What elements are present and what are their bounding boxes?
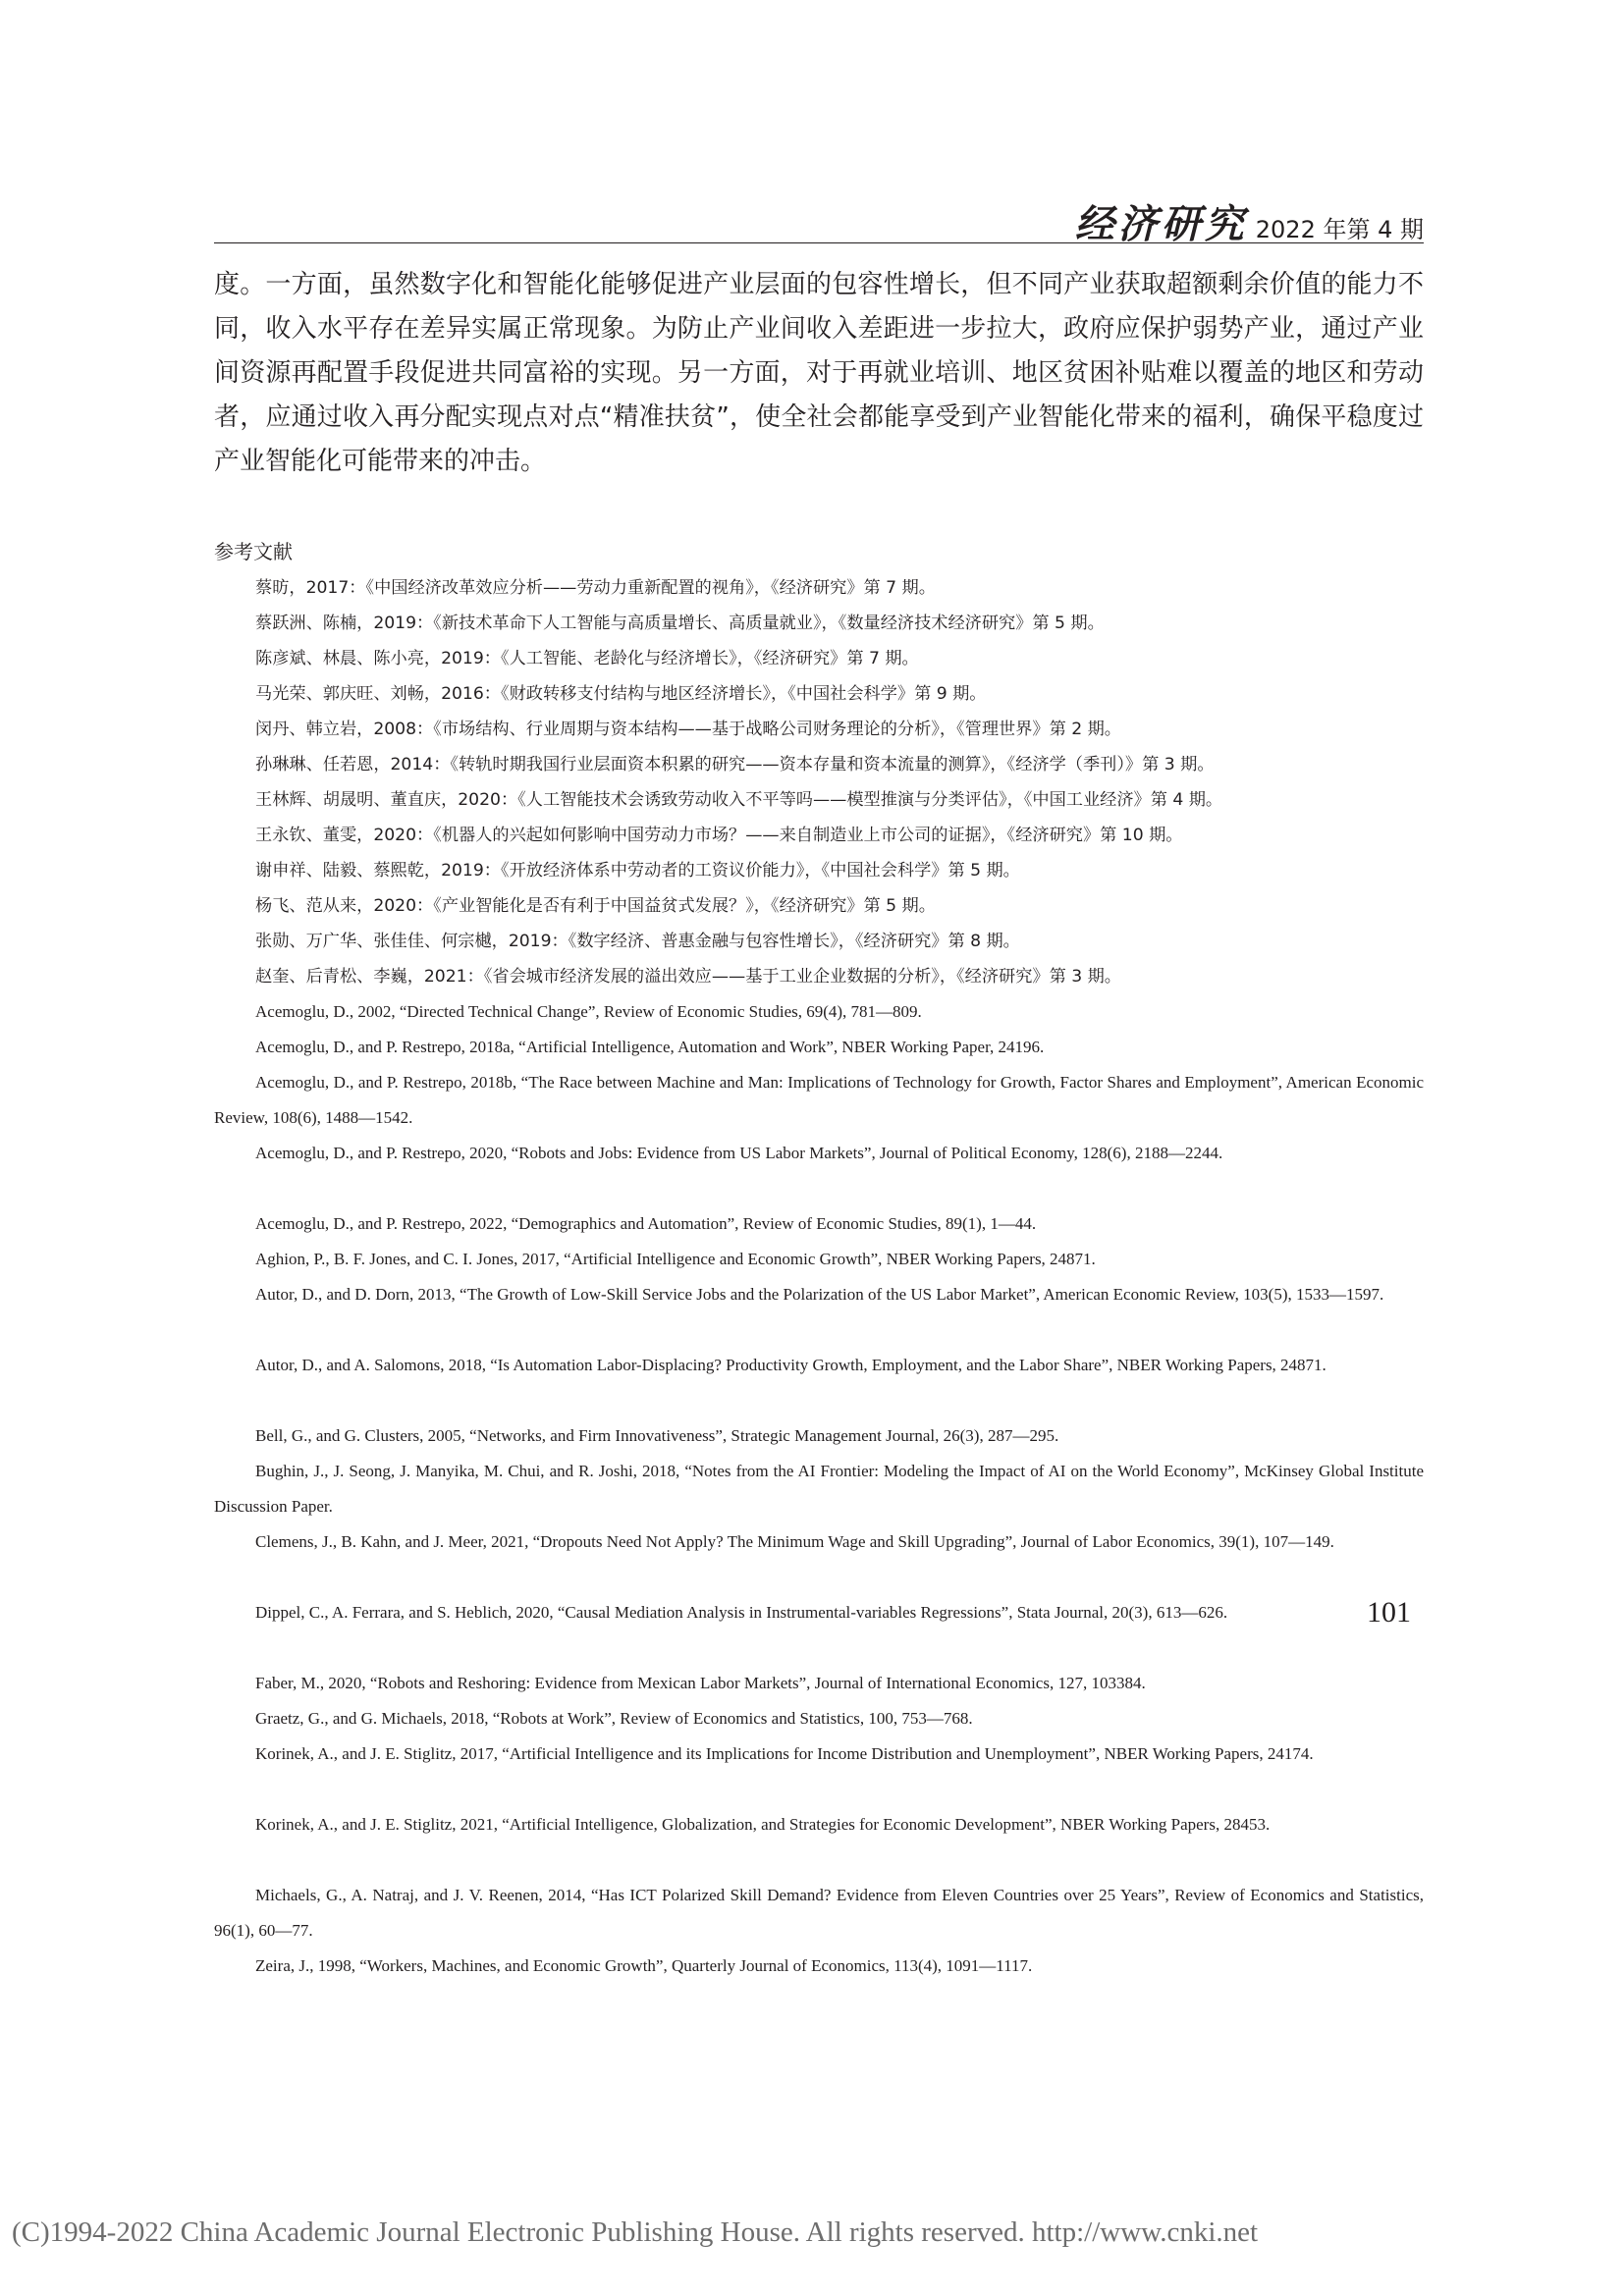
reference-item: Korinek, A., and J. E. Stiglitz, 2021, “Artificial Intelligence, Globalization, and Strategies for Economic Development”, NBER Working Papers, 28453. — [255, 1815, 1271, 1834]
reference-item: Michaels, G., A. Natraj, and J. V. Reenen, 2014, “Has ICT Polarized Skill Demand? Evidence from Eleven Countries over 25 Years”, Review of Economics and Statistics, 96(1), 60—77. — [214, 1886, 1424, 1940]
reference-item: Acemoglu, D., 2002, “Directed Technical Change”, Review of Economic Studies, 69(4), 781—809. — [255, 1002, 922, 1021]
running-header — [214, 191, 1424, 247]
reference-item: 谢申祥、陆毅、蔡熙乾，2019：《开放经济体系中劳动者的工资议价能力》，《中国社会科学》第 5 期。 — [255, 861, 1020, 881]
reference-item: Dippel, C., A. Ferrara, and S. Heblich, 2020, “Causal Mediation Analysis in Instrumental-variables Regressions”, Stata Journal, 20(3), 613—626. — [255, 1603, 1228, 1622]
reference-item: Graetz, G., and G. Michaels, 2018, “Robots at Work”, Review of Economics and Statistics, 100, 753—768. — [255, 1709, 973, 1728]
reference-item: Autor, D., and D. Dorn, 2013, “The Growth of Low-Skill Service Jobs and the Polarization of the US Labor Market”, American Economic Review, 103(5), 1533—1597. — [255, 1285, 1384, 1304]
header-right — [1075, 193, 1424, 249]
reference-item: Faber, M., 2020, “Robots and Reshoring: Evidence from Mexican Labor Markets”, Journal of International Economics, 127, 103384. — [255, 1674, 1146, 1692]
reference-item: 闵丹、韩立岩，2008：《市场结构、行业周期与资本结构——基于战略公司财务理论的分析》，《管理世界》第 2 期。 — [255, 720, 1121, 739]
reference-item: 陈彦斌、林晨、陈小亮，2019：《人工智能、老龄化与经济增长》，《经济研究》第 7 期。 — [255, 649, 919, 668]
reference-item: Acemoglu, D., and P. Restrepo, 2018b, “The Race between Machine and Man: Implications of Technology for Growth, Factor Shares and Employment”, American Economic Review, 108(6), 1488—1542. — [214, 1073, 1424, 1127]
references-title: 参考文献 — [214, 540, 293, 563]
reference-item: 王林辉、胡晟明、董直庆，2020：《人工智能技术会诱致劳动收入不平等吗——模型推演与分类评估》，《中国工业经济》第 4 期。 — [255, 790, 1223, 810]
footer-copyright: (C)1994-2022 China Academic Journal Electronic Publishing House. All rights reserved. http://www.cnki.net — [12, 2216, 1259, 2248]
issue-label: 2022 年第 4 期 — [1255, 216, 1424, 243]
reference-item: 蔡跃洲、陈楠，2019：《新技术革命下人工智能与高质量增长、高质量就业》，《数量经济技术经济研究》第 5 期。 — [255, 614, 1105, 633]
reference-item: Korinek, A., and J. E. Stiglitz, 2017, “Artificial Intelligence and its Implications for Income Distribution and Unemployment”, NBER Working Papers, 24174. — [255, 1744, 1314, 1763]
reference-item: Zeira, J., 1998, “Workers, Machines, and Economic Growth”, Quarterly Journal of Economics, 113(4), 1091—1117. — [255, 1956, 1033, 1975]
reference-item: 孙琳琳、任若恩，2014：《转轨时期我国行业层面资本积累的研究——资本存量和资本流量的测算》，《经济学（季刊）》第 3 期。 — [255, 755, 1215, 774]
reference-item: 杨飞、范从来，2020：《产业智能化是否有利于中国益贫式发展？》，《经济研究》第 5 期。 — [255, 896, 936, 916]
reference-item: 张勋、万广华、张佳佳、何宗樾，2019：《数字经济、普惠金融与包容性增长》，《经济研究》第 8 期。 — [255, 932, 1020, 951]
reference-item: Aghion, P., B. F. Jones, and C. I. Jones, 2017, “Artificial Intelligence and Economic Growth”, NBER Working Papers, 24871. — [255, 1250, 1096, 1268]
references-list — [214, 570, 1424, 1984]
reference-item: Clemens, J., B. Kahn, and J. Meer, 2021, “Dropouts Need Not Apply? The Minimum Wage and Skill Upgrading”, Journal of Labor Economics, 39(1), 107—149. — [255, 1532, 1334, 1551]
journal-logo: 经济研究 — [1074, 201, 1248, 247]
page-number: 101 — [1367, 1596, 1411, 1629]
reference-item: 赵奎、后青松、李巍，2021：《省会城市经济发展的溢出效应——基于工业企业数据的分析》，《经济研究》第 3 期。 — [255, 967, 1121, 987]
body-paragraph: 度。一方面，虽然数字化和智能化能够促进产业层面的包容性增长，但不同产业获取超额剩余价值的能力不同，收入水平存在差异实属正常现象。为防止产业间收入差距进一步拉大，政府应保护弱势产业，通过产业间资源再配置手段促进共同富裕的实现。另一方面，对于再就业培训、地区贫困补贴难以覆盖的地区和劳动者，应通过收入再分配实现点对点“精准扶贫”，使全社会都能享受到产业智能化带来的福利，确保平稳度过产业智能化可能带来的冲击。 — [214, 270, 1424, 476]
reference-item: Bell, G., and G. Clusters, 2005, “Networks, and Firm Innovativeness”, Strategic Management Journal, 26(3), 287—295. — [255, 1426, 1059, 1445]
reference-item: Bughin, J., J. Seong, J. Manyika, M. Chui, and R. Joshi, 2018, “Notes from the AI Frontier: Modeling the Impact of AI on the World Economy”, McKinsey Global Institute Discussion Paper. — [214, 1462, 1424, 1516]
reference-item: 马光荣、郭庆旺、刘畅，2016：《财政转移支付结构与地区经济增长》，《中国社会科学》第 9 期。 — [255, 684, 987, 704]
reference-item: Autor, D., and A. Salomons, 2018, “Is Automation Labor-Displacing? Productivity Growth, Employment, and the Labor Share”, NBER Working Papers, 24871. — [255, 1356, 1326, 1374]
reference-item: Acemoglu, D., and P. Restrepo, 2018a, “Artificial Intelligence, Automation and Work”, NBER Working Paper, 24196. — [255, 1038, 1045, 1056]
reference-item: Acemoglu, D., and P. Restrepo, 2022, “Demographics and Automation”, Review of Economic Studies, 89(1), 1—44. — [255, 1214, 1037, 1233]
reference-item: 蔡昉，2017：《中国经济改革效应分析——劳动力重新配置的视角》，《经济研究》第 7 期。 — [255, 578, 936, 598]
reference-item: 王永钦、董雯，2020：《机器人的兴起如何影响中国劳动力市场？——来自制造业上市公司的证据》，《经济研究》第 10 期。 — [255, 826, 1183, 845]
reference-item: Acemoglu, D., and P. Restrepo, 2020, “Robots and Jobs: Evidence from US Labor Markets”, Journal of Political Economy, 128(6), 2188—2244. — [255, 1144, 1223, 1162]
